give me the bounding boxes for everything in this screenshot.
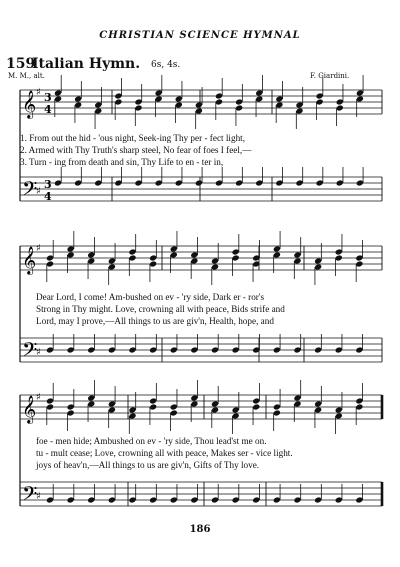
bass-clef: 𝄢 [22, 338, 38, 366]
key-signature-sharp: ♯ [36, 392, 41, 403]
bass-clef: 𝄢 [22, 482, 38, 510]
key-signature-sharp: ♯ [36, 87, 41, 98]
bass-clef: 𝄢 [22, 177, 38, 205]
lyric-s2-v1: Dear Lord, I come! Am-bushed on ev - 'ry side, Dark er - ror's [36, 292, 265, 302]
key-signature-sharp: ♯ [36, 347, 41, 358]
lyric-s3-v1: foe - men hide; Ambushed on ev - 'ry side, Thou lead'st me on. [36, 436, 267, 446]
time-signature: 4 [44, 190, 52, 203]
lyric-s3-v2: tu - mult cease; Love, crowning all with peace, Makes ser - vice light. [36, 448, 293, 458]
words-credit: M. M., alt. [8, 72, 45, 80]
key-signature-sharp: ♯ [36, 491, 41, 502]
treble-clef: 𝄞 [22, 90, 37, 118]
lyric-s1-v3: 3. Turn - ing from death and sin, Thy Life to en - ter in, [20, 157, 224, 167]
page-number: 186 [189, 524, 211, 535]
key-signature-sharp: ♯ [36, 186, 41, 197]
running-header: CHRISTIAN SCIENCE HYMNAL [99, 30, 301, 41]
music-credit: F. Giardini. [310, 72, 350, 80]
hymn-title: Italian Hymn. [32, 56, 141, 72]
treble-clef: 𝄞 [22, 246, 37, 274]
hymn-number: 159 [6, 56, 36, 72]
hymn-meter: 6s, 4s. [151, 60, 181, 70]
time-signature: 3 [44, 91, 52, 104]
lyric-s1-v2: 2. Armed with Thy Truth's sharp steel, No fear of foes I feel,— [20, 145, 252, 155]
lyric-s2-v3: Lord, may I prove,—All things to us are giv'n, Health, hope, and [36, 316, 274, 326]
time-signature: 4 [44, 103, 52, 116]
treble-clef: 𝄞 [22, 395, 37, 423]
lyric-s1-v1: 1. From out the hid - 'ous night, Seek-ing Thy per - fect light, [20, 133, 246, 143]
time-signature: 3 [44, 178, 52, 191]
key-signature-sharp: ♯ [36, 243, 41, 254]
lyric-s3-v3: joys of heav'n,—All things to us are giv'n, Gifts of Thy love. [36, 460, 260, 470]
lyric-s2-v2: Strong in Thy might. Love, crowning all with peace, Bids strife and [36, 304, 285, 314]
